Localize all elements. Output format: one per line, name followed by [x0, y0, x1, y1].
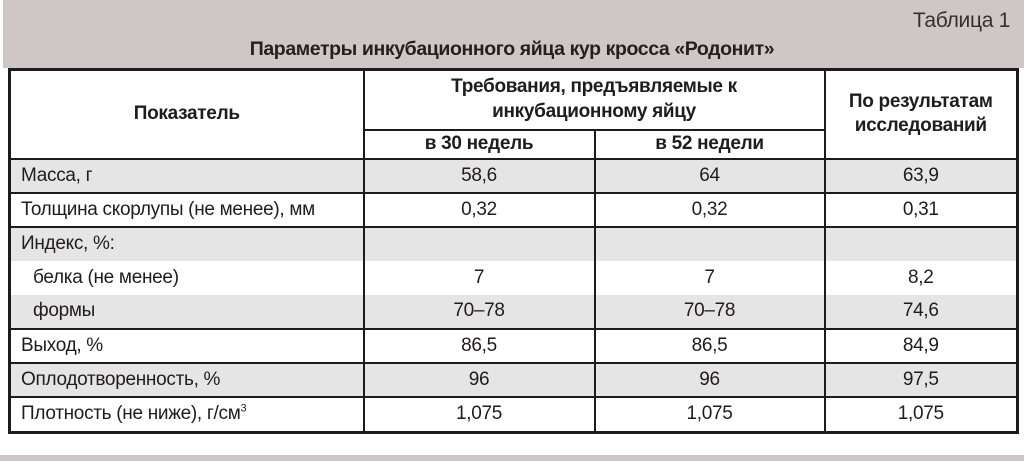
table-row-shell-thickness	[10, 193, 1018, 227]
row-label: Выход, %	[10, 329, 364, 363]
row-label: Масса, г	[10, 159, 364, 193]
value-week52: 0,32	[595, 193, 825, 227]
header-week52: в 52 недели	[595, 130, 825, 159]
header-results: По результатам исследований	[825, 70, 1018, 159]
value-week52: 70–78	[595, 295, 825, 329]
value-week52: 7	[595, 261, 825, 295]
value-week52: 1,075	[595, 397, 825, 433]
value-results: 8,2	[825, 261, 1018, 295]
row-label-superscript: 3	[240, 402, 247, 415]
value-week52: 86,5	[595, 329, 825, 363]
table-row-shape-index	[10, 295, 1018, 329]
row-label: формы	[10, 295, 364, 329]
table-row-yield	[10, 329, 1018, 363]
row-label: Индекс, %:	[10, 227, 364, 261]
value-week30: 96	[364, 363, 595, 397]
bottom-band	[0, 455, 1024, 461]
header-requirements-text: Требования, предъявляемые к инкубационному яйцу	[451, 76, 737, 122]
header-week30: в 30 недель	[364, 130, 595, 159]
value-results: 74,6	[825, 295, 1018, 329]
value-week30: 1,075	[364, 397, 595, 433]
header-requirements-group	[364, 70, 825, 130]
value-week30: 58,6	[364, 159, 595, 193]
table-row-albumen-index	[10, 261, 1018, 295]
row-label: Толщина скорлупы (не менее), мм	[10, 193, 364, 227]
egg-parameters-table	[8, 68, 1019, 434]
row-label: Оплодотворенность, %	[10, 363, 364, 397]
table-row-index-group	[10, 227, 1018, 261]
table-row-density	[10, 397, 1018, 433]
value-results: 97,5	[825, 363, 1018, 397]
value-week52	[595, 227, 825, 261]
table-number-label: Таблица 1	[912, 9, 1010, 32]
value-week30: 86,5	[364, 329, 595, 363]
header-indicator: Показатель	[10, 70, 364, 159]
value-week52: 64	[595, 159, 825, 193]
value-week30: 0,32	[364, 193, 595, 227]
value-week30	[364, 227, 595, 261]
header-row-1	[10, 70, 1018, 130]
value-results	[825, 227, 1018, 261]
value-results: 84,9	[825, 329, 1018, 363]
value-results: 0,31	[825, 193, 1018, 227]
table-row-mass	[10, 159, 1018, 193]
row-label: Плотность (не ниже), $г/см^3$	[10, 397, 364, 433]
value-week30: 7	[364, 261, 595, 295]
value-results: 63,9	[825, 159, 1018, 193]
value-week30: 70–78	[364, 295, 595, 329]
table-row-fertility	[10, 363, 1018, 397]
value-results: 1,075	[825, 397, 1018, 433]
value-week52: 96	[595, 363, 825, 397]
page-title: Параметры инкубационного яйца кур кросса «Родонит»	[249, 38, 775, 60]
row-label: белка (не менее)	[10, 261, 364, 295]
